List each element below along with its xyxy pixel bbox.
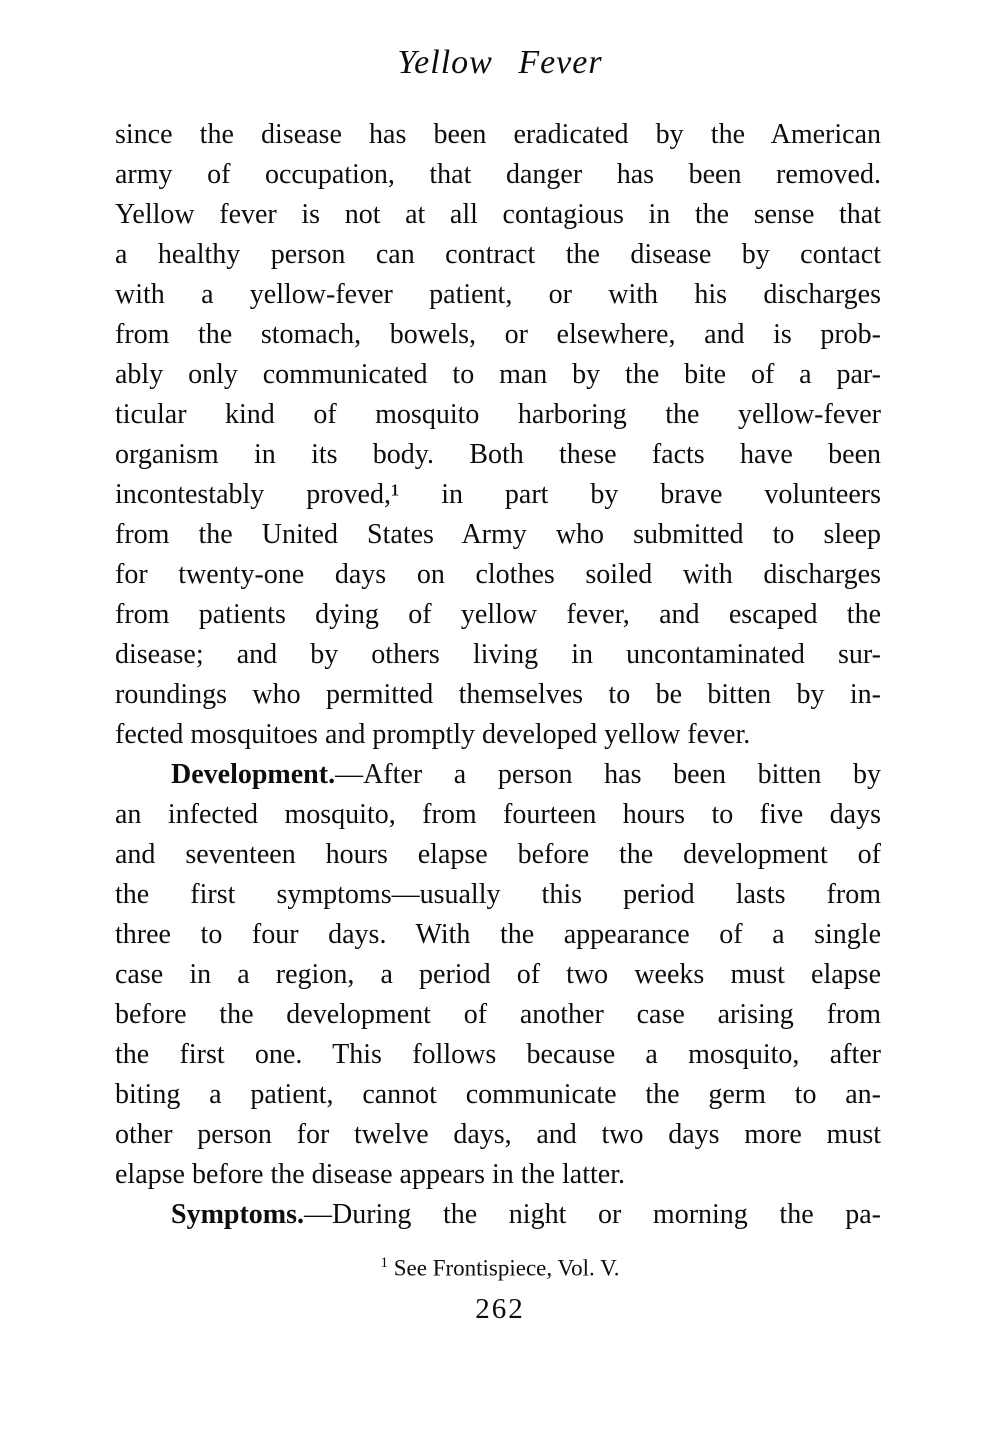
text-line [115,995,881,1035]
line-text: for twenty-one days on clothes soiled with discharges [115,559,881,590]
footnote-text: See Frontispiece, Vol. V. [393,1255,620,1281]
text-line [115,435,881,475]
line-text: ticular kind of mosquito harboring the yellow-fever [115,399,881,430]
line-text: three to four days. With the appearance of a single [115,919,881,950]
text-line [115,715,881,755]
text-line [115,1075,881,1115]
line-text: with a yellow-fever patient, or with his discharges [115,279,881,310]
line-text: Yellow fever is not at all contagious in the sense that [115,199,881,230]
line-text: —During the night or morning the pa- [304,1199,881,1230]
line-text: incontestably proved,¹ in part by brave volunteers [115,479,881,510]
running-head: Yellow Fever [397,44,603,81]
text-line [115,275,881,315]
paragraph-lead: Symptoms. [171,1199,305,1230]
line-text: from the stomach, bowels, or elsewhere, and is prob- [115,319,881,350]
text-line [115,195,881,235]
text-line [115,755,881,795]
line-text: ably only communicated to man by the bite of a par- [115,359,881,390]
line-text: the first one. This follows because a mosquito, after [115,1039,881,1070]
text-line [115,1035,881,1075]
line-text: from patients dying of yellow fever, and escaped the [115,599,881,630]
line-text: since the disease has been eradicated by the American [115,119,881,150]
text-line [115,115,881,155]
line-text: —After a person has been bitten by [335,759,881,790]
line-text: roundings who permitted themselves to be bitten by in- [115,679,881,710]
footnote [0,1249,1000,1283]
text-line [115,355,881,395]
text-line [115,1155,881,1195]
text-line [115,835,881,875]
text-line [115,955,881,995]
text-line [115,515,881,555]
text-line [115,475,881,515]
line-text: army of occupation, that danger has been removed. [115,159,881,190]
text-line [115,235,881,275]
line-text: case in a region, a period of two weeks must elapse [115,959,881,990]
line-text: the first symptoms—usually this period lasts from [115,879,881,910]
text-line [115,675,881,715]
paragraph-lead: Development. [171,759,336,790]
line-text: before the development of another case arising from [115,999,881,1030]
line-text: biting a patient, cannot communicate the germ to an- [115,1079,881,1110]
line-text: from the United States Army who submitted to sleep [115,519,881,550]
text-line [115,635,881,675]
text-line [115,555,881,595]
text-line [115,915,881,955]
page-number: 262 [475,1292,525,1325]
line-text: organism in its body. Both these facts have been [115,439,881,470]
text-line [115,1195,881,1235]
text-line [115,155,881,195]
line-text: an infected mosquito, from fourteen hours to five days [115,799,881,830]
line-text: and seventeen hours elapse before the development of [115,839,881,870]
line-text: other person for twelve days, and two days more must [115,1119,881,1150]
text-line [115,315,881,355]
body-text [115,115,881,1235]
text-line [115,795,881,835]
text-line [115,1115,881,1155]
line-text: a healthy person can contract the disease by contact [115,239,881,270]
line-text: fected mosquitoes and promptly developed yellow fever. [115,719,751,750]
footnote-marker: 1 [380,1255,388,1271]
text-line [115,395,881,435]
line-text: elapse before the disease appears in the latter. [115,1159,625,1190]
text-line [115,875,881,915]
text-line [115,595,881,635]
line-text: disease; and by others living in uncontaminated sur- [115,639,881,670]
